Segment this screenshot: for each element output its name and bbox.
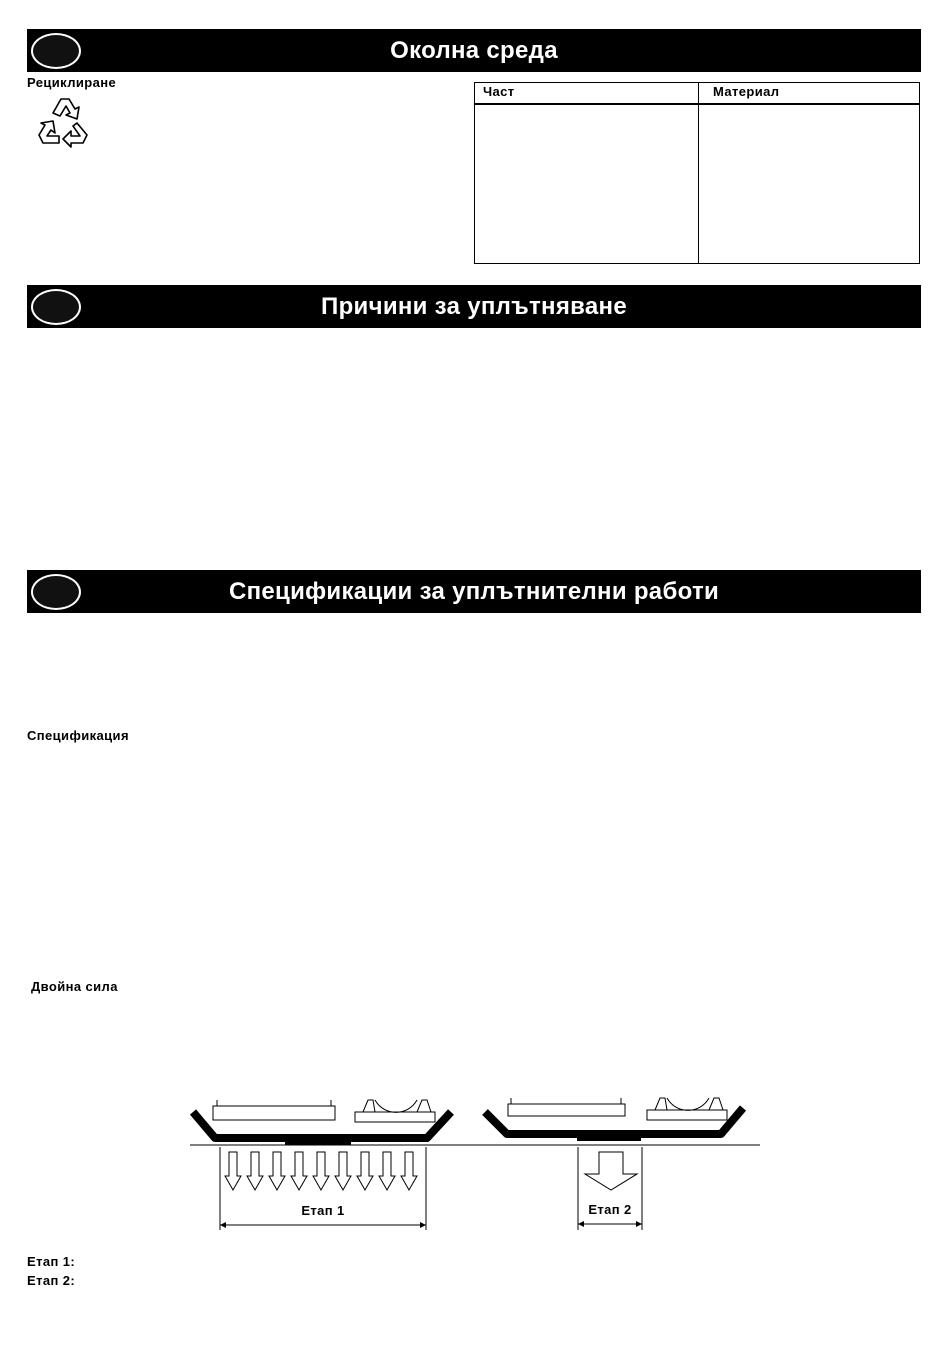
table-header-material: Материал bbox=[713, 84, 780, 99]
stage1-label: Етап 1: bbox=[27, 1254, 76, 1269]
compactor-plate-stage2 bbox=[485, 1098, 743, 1141]
section-header-reasons bbox=[27, 285, 921, 328]
compaction-diagram bbox=[185, 1090, 765, 1235]
table-header-divider bbox=[475, 103, 919, 105]
specification-label: Спецификация bbox=[27, 728, 129, 743]
stage2-force-arrow bbox=[585, 1152, 637, 1190]
section-header-environment bbox=[27, 29, 921, 72]
table-column-divider bbox=[698, 83, 699, 263]
compactor-plate-stage1 bbox=[193, 1100, 451, 1145]
recycle-icon bbox=[33, 95, 93, 151]
section-title: Спецификации за уплътнителни работи bbox=[228, 578, 720, 605]
section-title: Причини за уплътняване bbox=[321, 293, 627, 320]
parts-materials-table bbox=[474, 82, 920, 264]
section-title: Околна среда bbox=[390, 37, 558, 64]
stage2-diagram-label: Етап 2 bbox=[588, 1202, 632, 1217]
stage1-force-arrows bbox=[225, 1152, 417, 1190]
table-header-part: Част bbox=[483, 84, 515, 99]
stage2-label: Етап 2: bbox=[27, 1273, 76, 1288]
recycling-label: Рециклиране bbox=[27, 75, 117, 90]
double-force-label: Двойна сила bbox=[31, 979, 118, 994]
stage1-diagram-label: Етап 1 bbox=[301, 1203, 345, 1218]
section-header-specifications bbox=[27, 570, 921, 613]
